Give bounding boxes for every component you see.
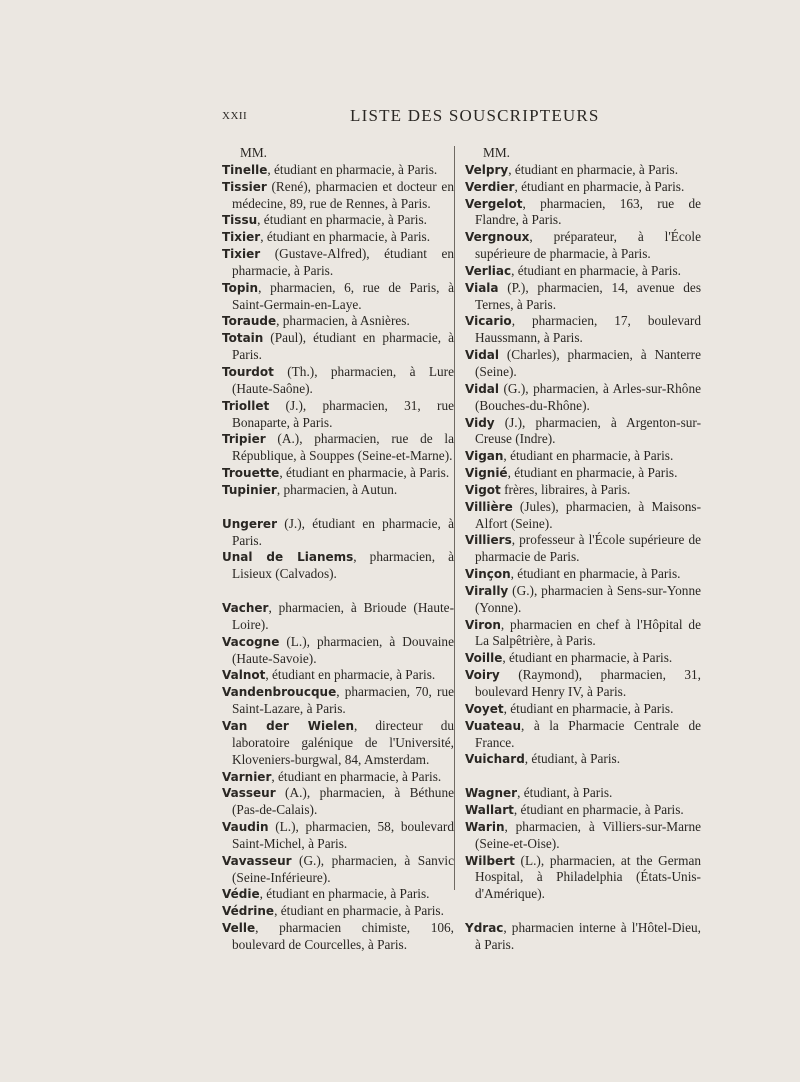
subscriber-details: , étudiant en pharmacie, à Paris. (267, 161, 438, 177)
subscriber-details: (P.), pharmacien, 14, avenue des Ternes, à Paris. (475, 279, 701, 312)
subscriber-details: (L.), pharmacien, à Douvaine (Haute-Savoie). (232, 633, 454, 666)
subscriber-name: Vigan (465, 449, 504, 464)
subscriber-entry (222, 179, 454, 213)
subscriber-details: (René), pharmacien et docteur en médecine, 89, rue de Rennes, à Paris. (232, 178, 454, 211)
subscriber-name: Tinelle (222, 162, 268, 177)
subscriber-name: Vinçon (465, 567, 511, 582)
subscriber-name: Vigot (465, 482, 501, 497)
subscriber-entry (465, 448, 701, 465)
subscriber-details: , étudiant en pharmacie, à Paris. (279, 465, 450, 481)
subscriber-name: Triollet (222, 398, 270, 413)
subscriber-entry (222, 549, 454, 583)
subscriber-name: Trouette (222, 466, 280, 481)
subscriber-name: Voiry (465, 668, 500, 683)
subscriber-details: , à la Pharmacie Centrale de France. (475, 717, 701, 750)
subscriber-entry (465, 381, 701, 415)
subscriber-details: (L.), pharmacien, at the German Hospital, à Philadelphia (États-Unis-d'Amérique). (475, 852, 701, 902)
subscriber-details: , étudiant en pharmacie, à Paris. (271, 768, 442, 784)
subscriber-entry (222, 246, 454, 280)
subscriber-entry (465, 179, 701, 196)
subscriber-details: (J.), pharmacien, 31, rue Bonaparte, à Paris. (232, 397, 454, 430)
subscriber-name: Tixier (222, 230, 261, 245)
subscriber-entry (465, 263, 701, 280)
subscriber-details: , étudiant en pharmacie, à Paris. (508, 161, 679, 177)
subscriber-details: , pharmacien, à Brioude (Haute-Loire). (232, 600, 454, 632)
subscriber-name: Vavasseur (222, 853, 292, 868)
subscriber-name: Vaudin (222, 820, 269, 835)
subscriber-name: Topin (222, 280, 259, 295)
subscriber-name: Vuateau (465, 718, 522, 733)
subscriber-details: (Gustave-Alfred), étudiant en pharmacie, à Paris. (232, 246, 454, 278)
subscriber-name: Viron (465, 617, 501, 632)
subscriber-entry (222, 431, 454, 465)
subscriber-entry (465, 499, 701, 533)
subscriber-entry (222, 920, 454, 954)
subscriber-name: Tripier (222, 432, 266, 447)
section-gap (222, 499, 454, 516)
subscriber-entry (222, 667, 454, 684)
subscriber-entry (222, 600, 454, 634)
subscriber-name: Verdier (465, 179, 515, 194)
subscriber-entry (465, 701, 701, 718)
subscriber-details: , préparateur, à l'École supérieure de pharmacie, à Paris. (475, 229, 701, 262)
column-heading: MM. (483, 145, 510, 160)
subscriber-name: Tissier (222, 179, 267, 194)
section-gap (222, 583, 454, 600)
subscriber-entry (222, 465, 454, 482)
subscriber-name: Védie (222, 887, 260, 902)
subscriber-name: Voille (465, 651, 503, 666)
subscriber-entry (222, 398, 454, 432)
subscriber-name: Totain (222, 331, 264, 346)
subscriber-details: , étudiant en pharmacie, à Paris. (507, 465, 678, 481)
subscriber-name: Warin (465, 819, 505, 834)
subscriber-details: , pharmacien, à Lisieux (Calvados). (232, 549, 454, 582)
subscriber-entry (465, 802, 701, 819)
subscriber-name: Velle (222, 921, 256, 936)
subscriber-entry (465, 280, 701, 314)
subscriber-entry (222, 516, 454, 550)
subscriber-entry (465, 920, 701, 954)
subscriber-details: (Paul), étudiant en pharmacie, à Paris. (232, 330, 454, 363)
subscriber-entry (222, 212, 454, 229)
column-heading: MM. (240, 145, 267, 160)
subscriber-name: Unal de Lianems (222, 550, 354, 565)
left-column (222, 145, 454, 954)
subscriber-details: , pharmacien, à Asnières. (276, 313, 410, 329)
subscriber-entry (222, 769, 454, 786)
subscriber-entry (222, 162, 454, 179)
subscriber-name: Velpry (465, 162, 509, 177)
subscriber-entry (465, 229, 701, 263)
subscriber-details: , étudiant, à Paris. (517, 785, 613, 801)
subscriber-details: (J.), étudiant en pharmacie, à Paris. (232, 515, 454, 548)
subscriber-entry (465, 785, 701, 802)
page-number: XXII (222, 110, 248, 122)
subscriber-name: Tissu (222, 213, 258, 228)
subscriber-name: Vacher (222, 601, 269, 616)
subscriber-name: Ungerer (222, 516, 277, 531)
subscriber-details: (Th.), pharmacien, à Lure (Haute-Saône). (232, 363, 454, 396)
subscriber-name: Wagner (465, 786, 518, 801)
subscriber-details: (Charles), pharmacien, à Nanterre (Seine). (475, 347, 701, 379)
subscriber-details: , étudiant en pharmacie, à Paris. (257, 212, 427, 228)
subscriber-details: , pharmacien interne à l'Hôtel-Dieu, à Paris. (475, 920, 701, 952)
subscriber-entry (465, 617, 701, 651)
subscriber-entry (465, 751, 701, 768)
subscriber-details: frères, libraires, à Paris. (500, 481, 631, 497)
subscriber-entry (465, 819, 701, 853)
subscriber-details: , professeur à l'École supérieure de pharmacie de Paris. (475, 532, 701, 565)
subscriber-name: Ydrac (465, 921, 504, 936)
subscriber-entry (465, 566, 701, 583)
subscriber-details: , étudiant en pharmacie, à Paris. (260, 229, 431, 245)
subscriber-details: , étudiant en pharmacie, à Paris. (265, 667, 436, 683)
subscriber-details: , pharmacien, à Villiers-sur-Marne (Seine-et-Oise). (475, 818, 701, 851)
subscriber-entry (465, 313, 701, 347)
subscriber-name: Vidal (465, 381, 499, 396)
subscriber-details: (A.), pharmacien, rue de la République, à Souppes (Seine-et-Marne). (232, 431, 454, 464)
subscriber-entry (465, 162, 701, 179)
subscriber-name: Vacogne (222, 634, 280, 649)
section-gap (465, 903, 701, 920)
subscriber-details: (G.), pharmacien à Sens-sur-Yonne (Yonne). (475, 582, 701, 615)
subscriber-entry (222, 634, 454, 668)
subscriber-details: , pharmacien, à Autun. (276, 481, 398, 497)
subscriber-details: , pharmacien, 17, boulevard Haussmann, à Paris. (475, 313, 701, 346)
subscriber-entry (222, 785, 454, 819)
subscriber-details: (Jules), pharmacien, à Maisons-Alfort (Seine). (475, 498, 701, 531)
subscriber-details: , directeur du laboratoire galénique de l'Université, Kloveniers-burgwal, 84, Amsterdam. (232, 718, 454, 767)
subscriber-name: Vandenbroucque (222, 685, 337, 700)
subscriber-entry (465, 650, 701, 667)
subscriber-entry (465, 532, 701, 566)
subscriber-details: , pharmacien, 70, rue Saint-Lazare, à Paris. (232, 684, 454, 717)
section-gap (465, 768, 701, 785)
subscriber-entry (222, 364, 454, 398)
subscriber-entry (222, 684, 454, 718)
subscriber-entry (465, 853, 701, 904)
subscriber-details: (L.), pharmacien, 58, boulevard Saint-Michel, à Paris. (232, 819, 454, 851)
subscriber-details: (Raymond), pharmacien, 31, boulevard Henry IV, à Paris. (475, 667, 701, 699)
subscriber-name: Vuichard (465, 752, 525, 767)
subscriber-name: Vignié (465, 466, 508, 481)
subscriber-name: Villiers (465, 533, 512, 548)
subscriber-name: Vergelot (465, 196, 523, 211)
subscriber-name: Védrine (222, 904, 275, 919)
subscriber-entry (465, 415, 701, 449)
subscriber-name: Tourdot (222, 364, 274, 379)
subscriber-details: , étudiant en pharmacie, à Paris. (513, 802, 684, 818)
subscriber-name: Villière (465, 499, 513, 514)
page-header (222, 106, 800, 130)
subscriber-entry (465, 465, 701, 482)
subscriber-name: Tixier (222, 247, 261, 262)
subscriber-details: (G.), pharmacien, à Arles-sur-Rhône (Bouches-du-Rhône). (475, 380, 701, 413)
subscriber-name: Tupinier (222, 482, 277, 497)
subscriber-entry (222, 330, 454, 364)
subscriber-details: , étudiant en pharmacie, à Paris. (510, 566, 681, 582)
subscriber-name: Valnot (222, 668, 266, 683)
subscriber-name: Voyet (465, 701, 504, 716)
subscriber-name: Varnier (222, 769, 272, 784)
subscriber-details: , étudiant en pharmacie, à Paris. (503, 700, 674, 716)
subscriber-name: Vidy (465, 415, 495, 430)
subscriber-details: (J.), pharmacien, à Argenton-sur-Creuse (Indre). (475, 414, 701, 447)
subscriber-details: , pharmacien, 163, rue de Flandre, à Paris. (475, 195, 701, 228)
subscriber-details: , étudiant en pharmacie, à Paris. (259, 886, 430, 902)
subscriber-details: , étudiant en pharmacie, à Paris. (503, 448, 674, 464)
right-column (465, 145, 701, 954)
subscriber-entry (465, 667, 701, 701)
subscriber-details: , pharmacien chimiste, 106, boulevard de Courcelles, à Paris. (232, 920, 454, 952)
subscriber-entry (465, 583, 701, 617)
subscriber-entry (222, 718, 454, 769)
subscriber-entry (222, 482, 454, 499)
subscriber-entry (222, 313, 454, 330)
subscriber-name: Vicario (465, 314, 512, 329)
running-title: LISTE DES SOUSCRIPTEURS (350, 106, 600, 125)
subscriber-details: , pharmacien, 6, rue de Paris, à Saint-Germain-en-Laye. (232, 279, 454, 312)
subscriber-name: Van der Wielen (222, 719, 355, 733)
subscriber-entry (222, 886, 454, 903)
subscriber-name: Toraude (222, 314, 277, 329)
subscriber-name: Wilbert (465, 853, 515, 868)
subscriber-entry (465, 347, 701, 381)
subscriber-details: (G.), pharmacien, à Sanvic (Seine-Inférieure). (232, 852, 454, 885)
subscriber-name: Viala (465, 280, 499, 295)
subscriber-details: , pharmacien en chef à l'Hôpital de La Salpêtrière, à Paris. (475, 616, 701, 649)
subscriber-entry (465, 718, 701, 752)
subscriber-name: Verliac (465, 263, 512, 278)
subscriber-name: Virally (465, 583, 509, 598)
subscriber-entry (222, 853, 454, 887)
subscriber-entry (222, 280, 454, 314)
subscriber-details: , étudiant en pharmacie, à Paris. (274, 903, 444, 919)
subscriber-entry (465, 196, 701, 230)
subscriber-details: , étudiant en pharmacie, à Paris. (511, 262, 681, 278)
subscriber-details: , étudiant en pharmacie, à Paris. (502, 650, 673, 666)
subscriber-entry (222, 903, 454, 920)
subscriber-entry (222, 819, 454, 853)
subscriber-name: Vidal (465, 348, 499, 363)
subscriber-name: Vasseur (222, 786, 276, 801)
subscriber-details: (A.), pharmacien, à Béthune (Pas-de-Calais). (232, 785, 454, 818)
subscriber-name: Wallart (465, 803, 514, 818)
subscriber-details: , étudiant, à Paris. (524, 751, 621, 767)
subscriber-name: Vergnoux (465, 230, 530, 245)
column-divider (454, 146, 455, 890)
subscriber-details: , étudiant en pharmacie, à Paris. (514, 178, 685, 194)
subscriber-entry (222, 229, 454, 246)
subscriber-entry (465, 482, 701, 499)
